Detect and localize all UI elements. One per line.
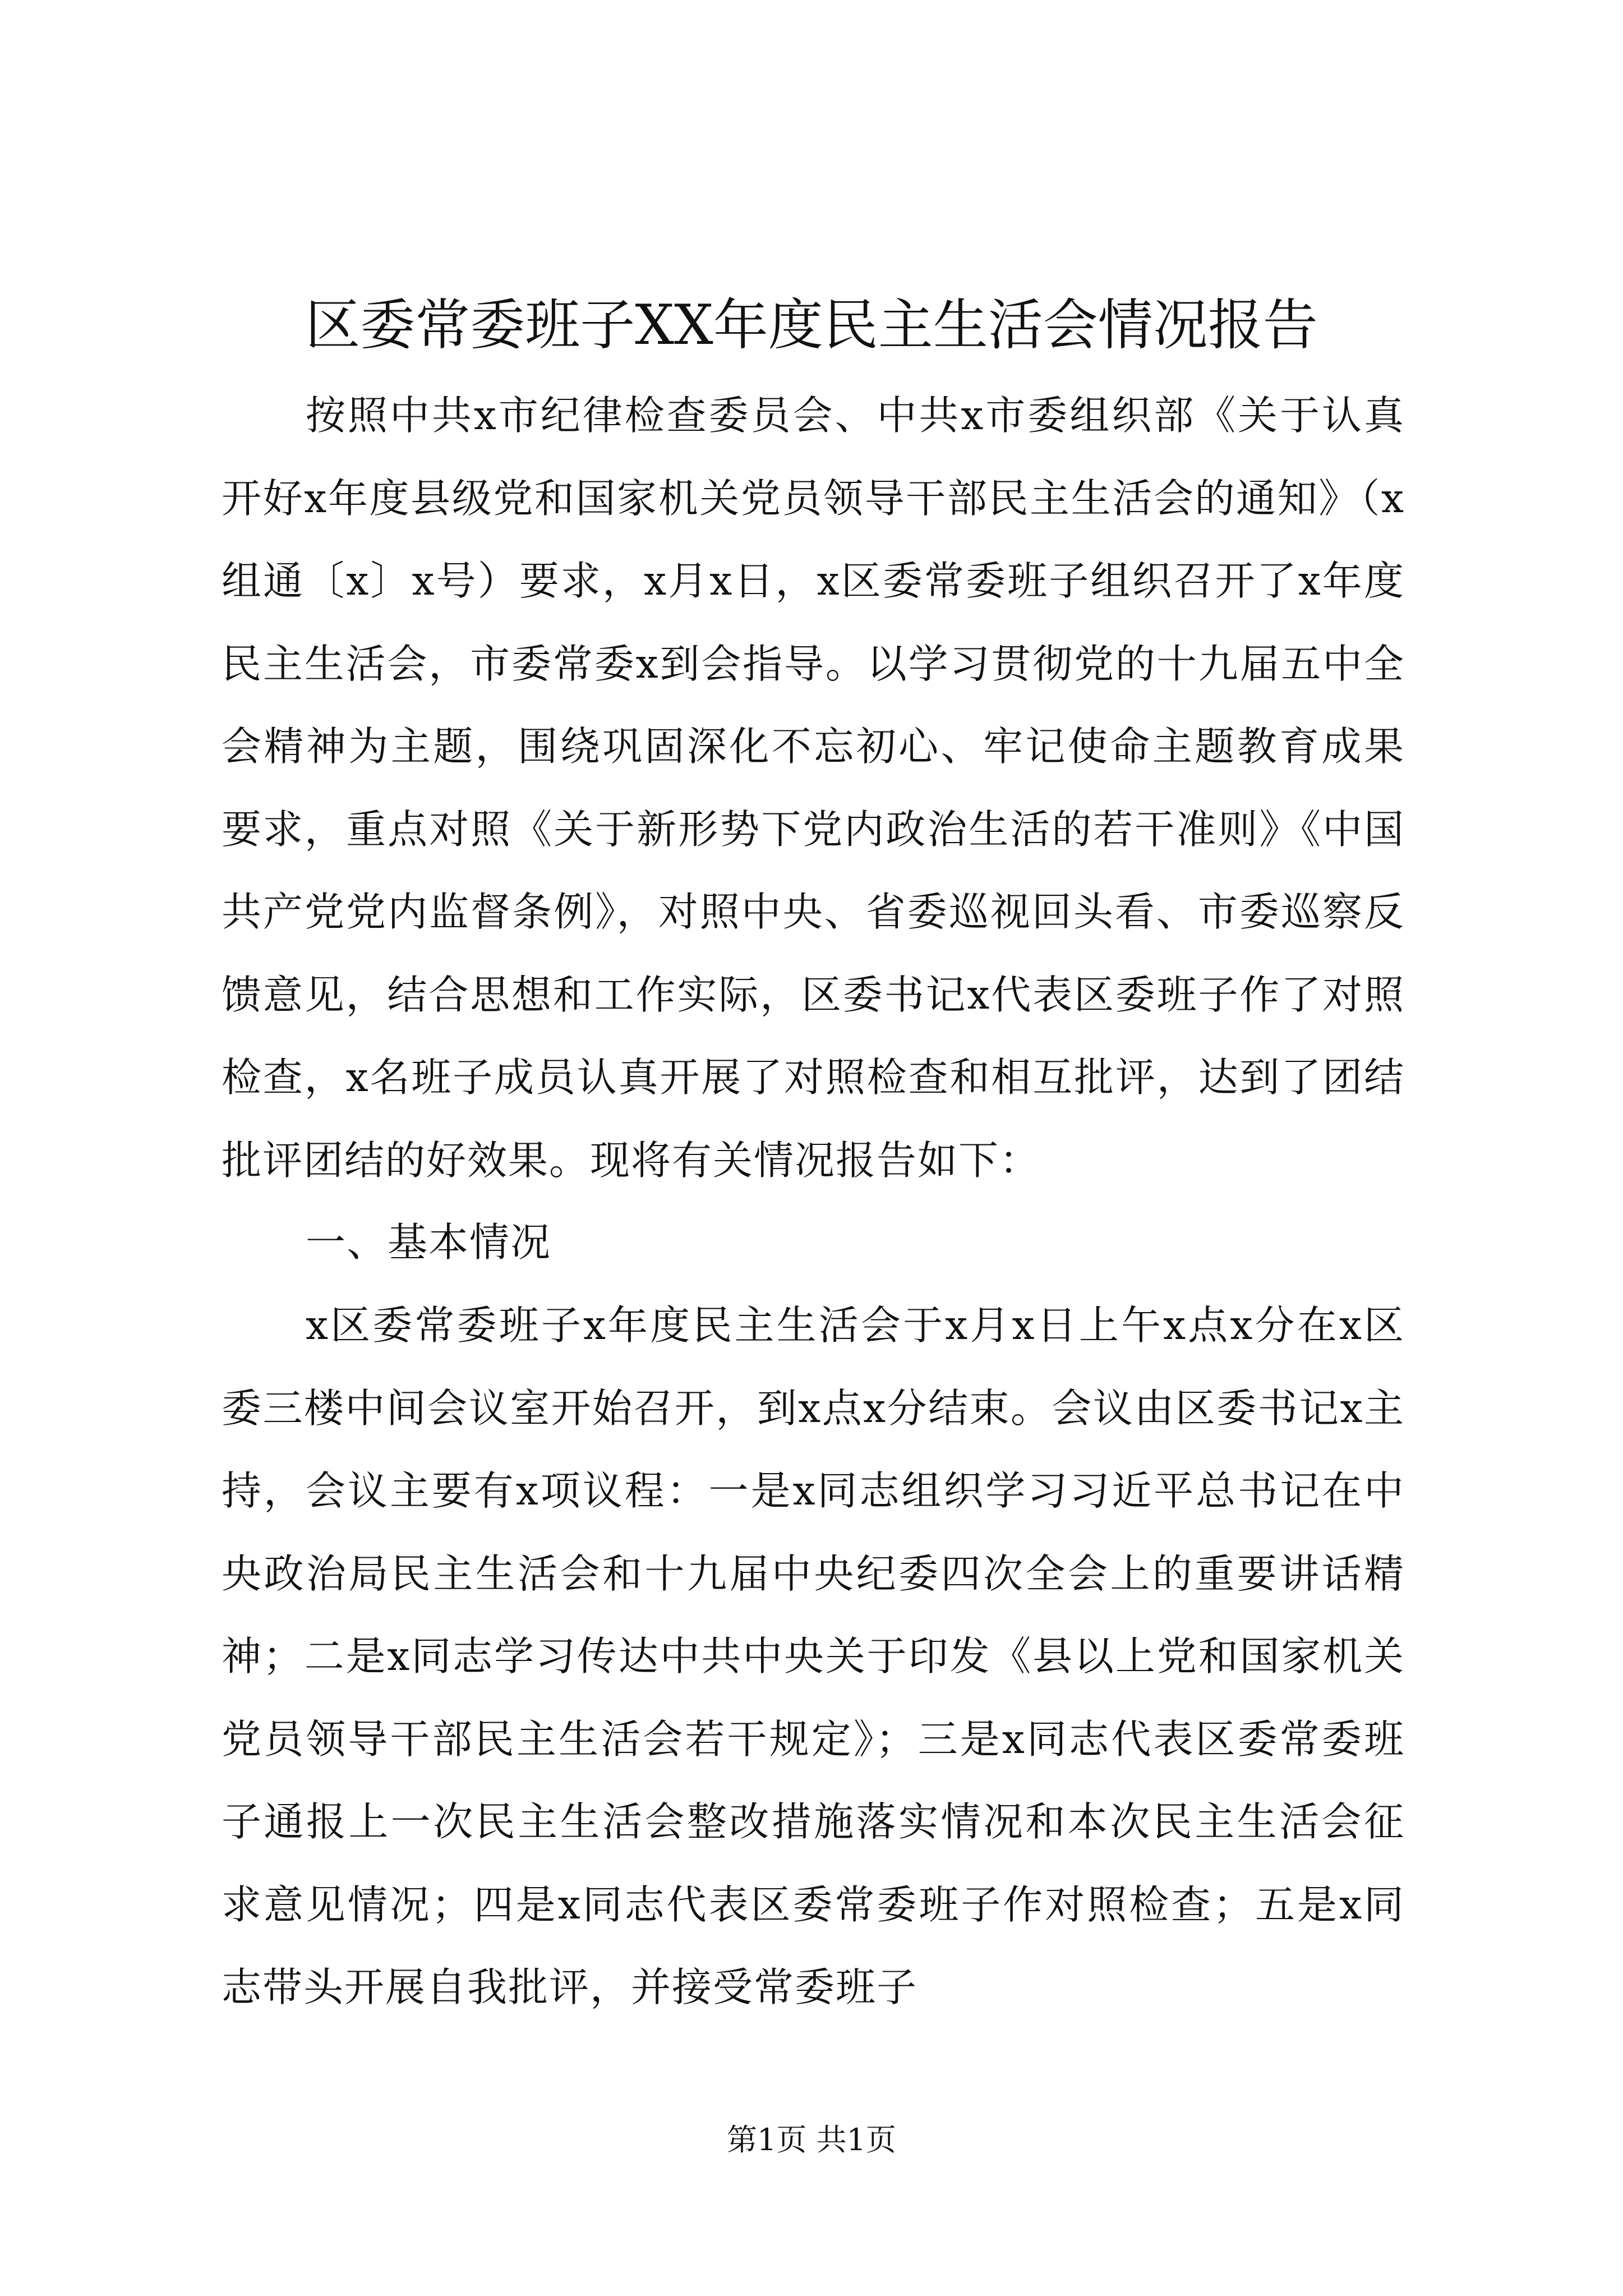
body-paragraph-intro: 按照中共x市纪律检查委员会、中共x市委组织部《关于认真开好x年度县级党和国家机关党员领导干部民主生活会的通知》（x组通〔x〕x号）要求，x月x日，x区委常委班子组织召开了x年度民主生活会，市委常委x到会指导。以学习贯彻党的十九届五中全会精神为主题，围绕巩固深化不忘初心、牢记使命主题教育成果要求，重点对照《关于新形势下党内政治生活的若干准则》《中国共产党党内监督条例》，对照中央、省委巡视回头看、市委巡察反馈意见，结合思想和工作实际，区委书记x代表区委班子作了对照检查，x名班子成员认真开展了对照检查和相互批评，达到了团结批评团结的好效果。现将有关情况报告如下： bbox=[222, 392, 1405, 1184]
document-title: 区委常委班子XX年度民主生活会情况报告 bbox=[305, 293, 1318, 357]
page-footer: 第1页 共1页 bbox=[727, 2122, 896, 2157]
body-paragraph-basic-situation: x区委常委班子x年度民主生活会于x月x日上午x点x分在x区委三楼中间会议室开始召开，到x点x分结束。会议由区委书记x主持，会议主要有x项议程：一是x同志组织学习习近平总书记在中央政治局民主生活会和十九届中央纪委四次全会上的重要讲话精神；二是x同志学习传达中共中央关于印发《县以上党和国家机关党员领导干部民主生活会若干规定》；三是x同志代表区委常委班子通报上一次民主生活会整改措施落实情况和本次民主生活会征求意见情况；四是x同志代表区委常委班子作对照检查；五是x同志带头开展自我批评，并接受常委班子 bbox=[222, 1302, 1405, 2010]
section-heading-basic-situation: 一、基本情况 bbox=[306, 1219, 552, 1266]
